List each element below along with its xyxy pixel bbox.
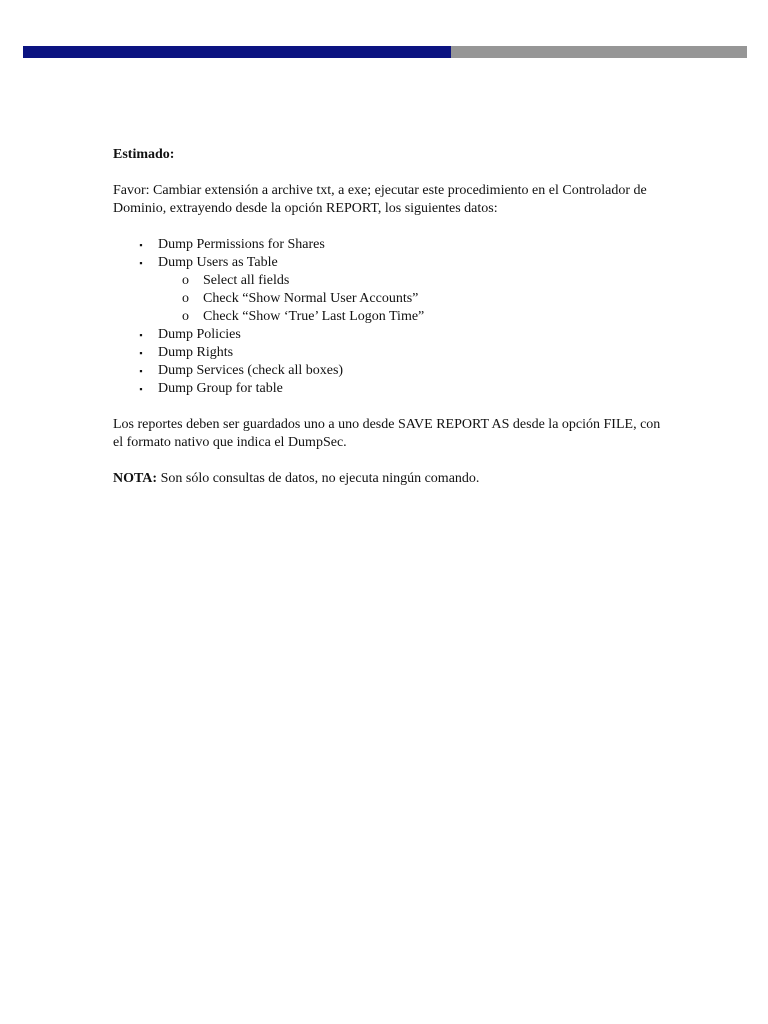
sub-list-item-text: Check “Show ‘True’ Last Logon Time”: [203, 309, 425, 324]
square-bullet-icon: ▪: [139, 366, 143, 376]
list-item: [113, 344, 673, 362]
square-bullet-icon: ▪: [139, 240, 143, 250]
list-item: [113, 236, 673, 254]
square-bullet-icon: ▪: [139, 348, 143, 358]
sub-list-item-text: Check “Show Normal User Accounts”: [203, 291, 419, 306]
list-item: [113, 362, 673, 380]
list-item-text: Dump Group for table: [158, 381, 283, 396]
list-item: [113, 254, 673, 326]
reports-paragraph: Los reportes deben ser guardados uno a uno desde SAVE REPORT AS desde la opción FILE, con el formato nativo que indica el DumpSec.: [113, 417, 661, 450]
note-text: Son sólo consultas de datos, no ejecuta ningún comando.: [157, 471, 480, 486]
sub-list: [158, 272, 673, 326]
document-body: [113, 146, 673, 506]
greeting: Estimado:: [113, 147, 175, 162]
square-bullet-icon: ▪: [139, 258, 143, 268]
report-list: [113, 236, 673, 398]
circle-bullet-icon: o: [182, 291, 189, 306]
square-bullet-icon: ▪: [139, 384, 143, 394]
square-bullet-icon: ▪: [139, 330, 143, 340]
header-bar: [23, 46, 747, 58]
list-item: [113, 380, 673, 398]
header-bar-blue-segment: [23, 46, 451, 58]
circle-bullet-icon: o: [182, 273, 189, 288]
header-bar-gray-segment: [451, 46, 747, 58]
sub-list-item: [158, 290, 673, 308]
list-item-text: Dump Rights: [158, 345, 234, 360]
note-paragraph: [113, 470, 673, 488]
intro-paragraph: Favor: Cambiar extensión a archive txt, a exe; ejecutar este procedimiento en el Controlador de Dominio, extrayendo desde la opción REPORT, los siguientes datos:: [113, 183, 647, 216]
sub-list-item-text: Select all fields: [203, 273, 290, 288]
circle-bullet-icon: o: [182, 309, 189, 324]
list-item-text: Dump Policies: [158, 327, 241, 342]
list-item-text: Dump Permissions for Shares: [158, 237, 325, 252]
list-item-text: Dump Users as Table: [158, 255, 278, 270]
sub-list-item: [158, 308, 673, 326]
list-item-text: Dump Services (check all boxes): [158, 363, 344, 378]
note-label: NOTA:: [113, 471, 158, 486]
sub-list-item: [158, 272, 673, 290]
list-item: [113, 326, 673, 344]
